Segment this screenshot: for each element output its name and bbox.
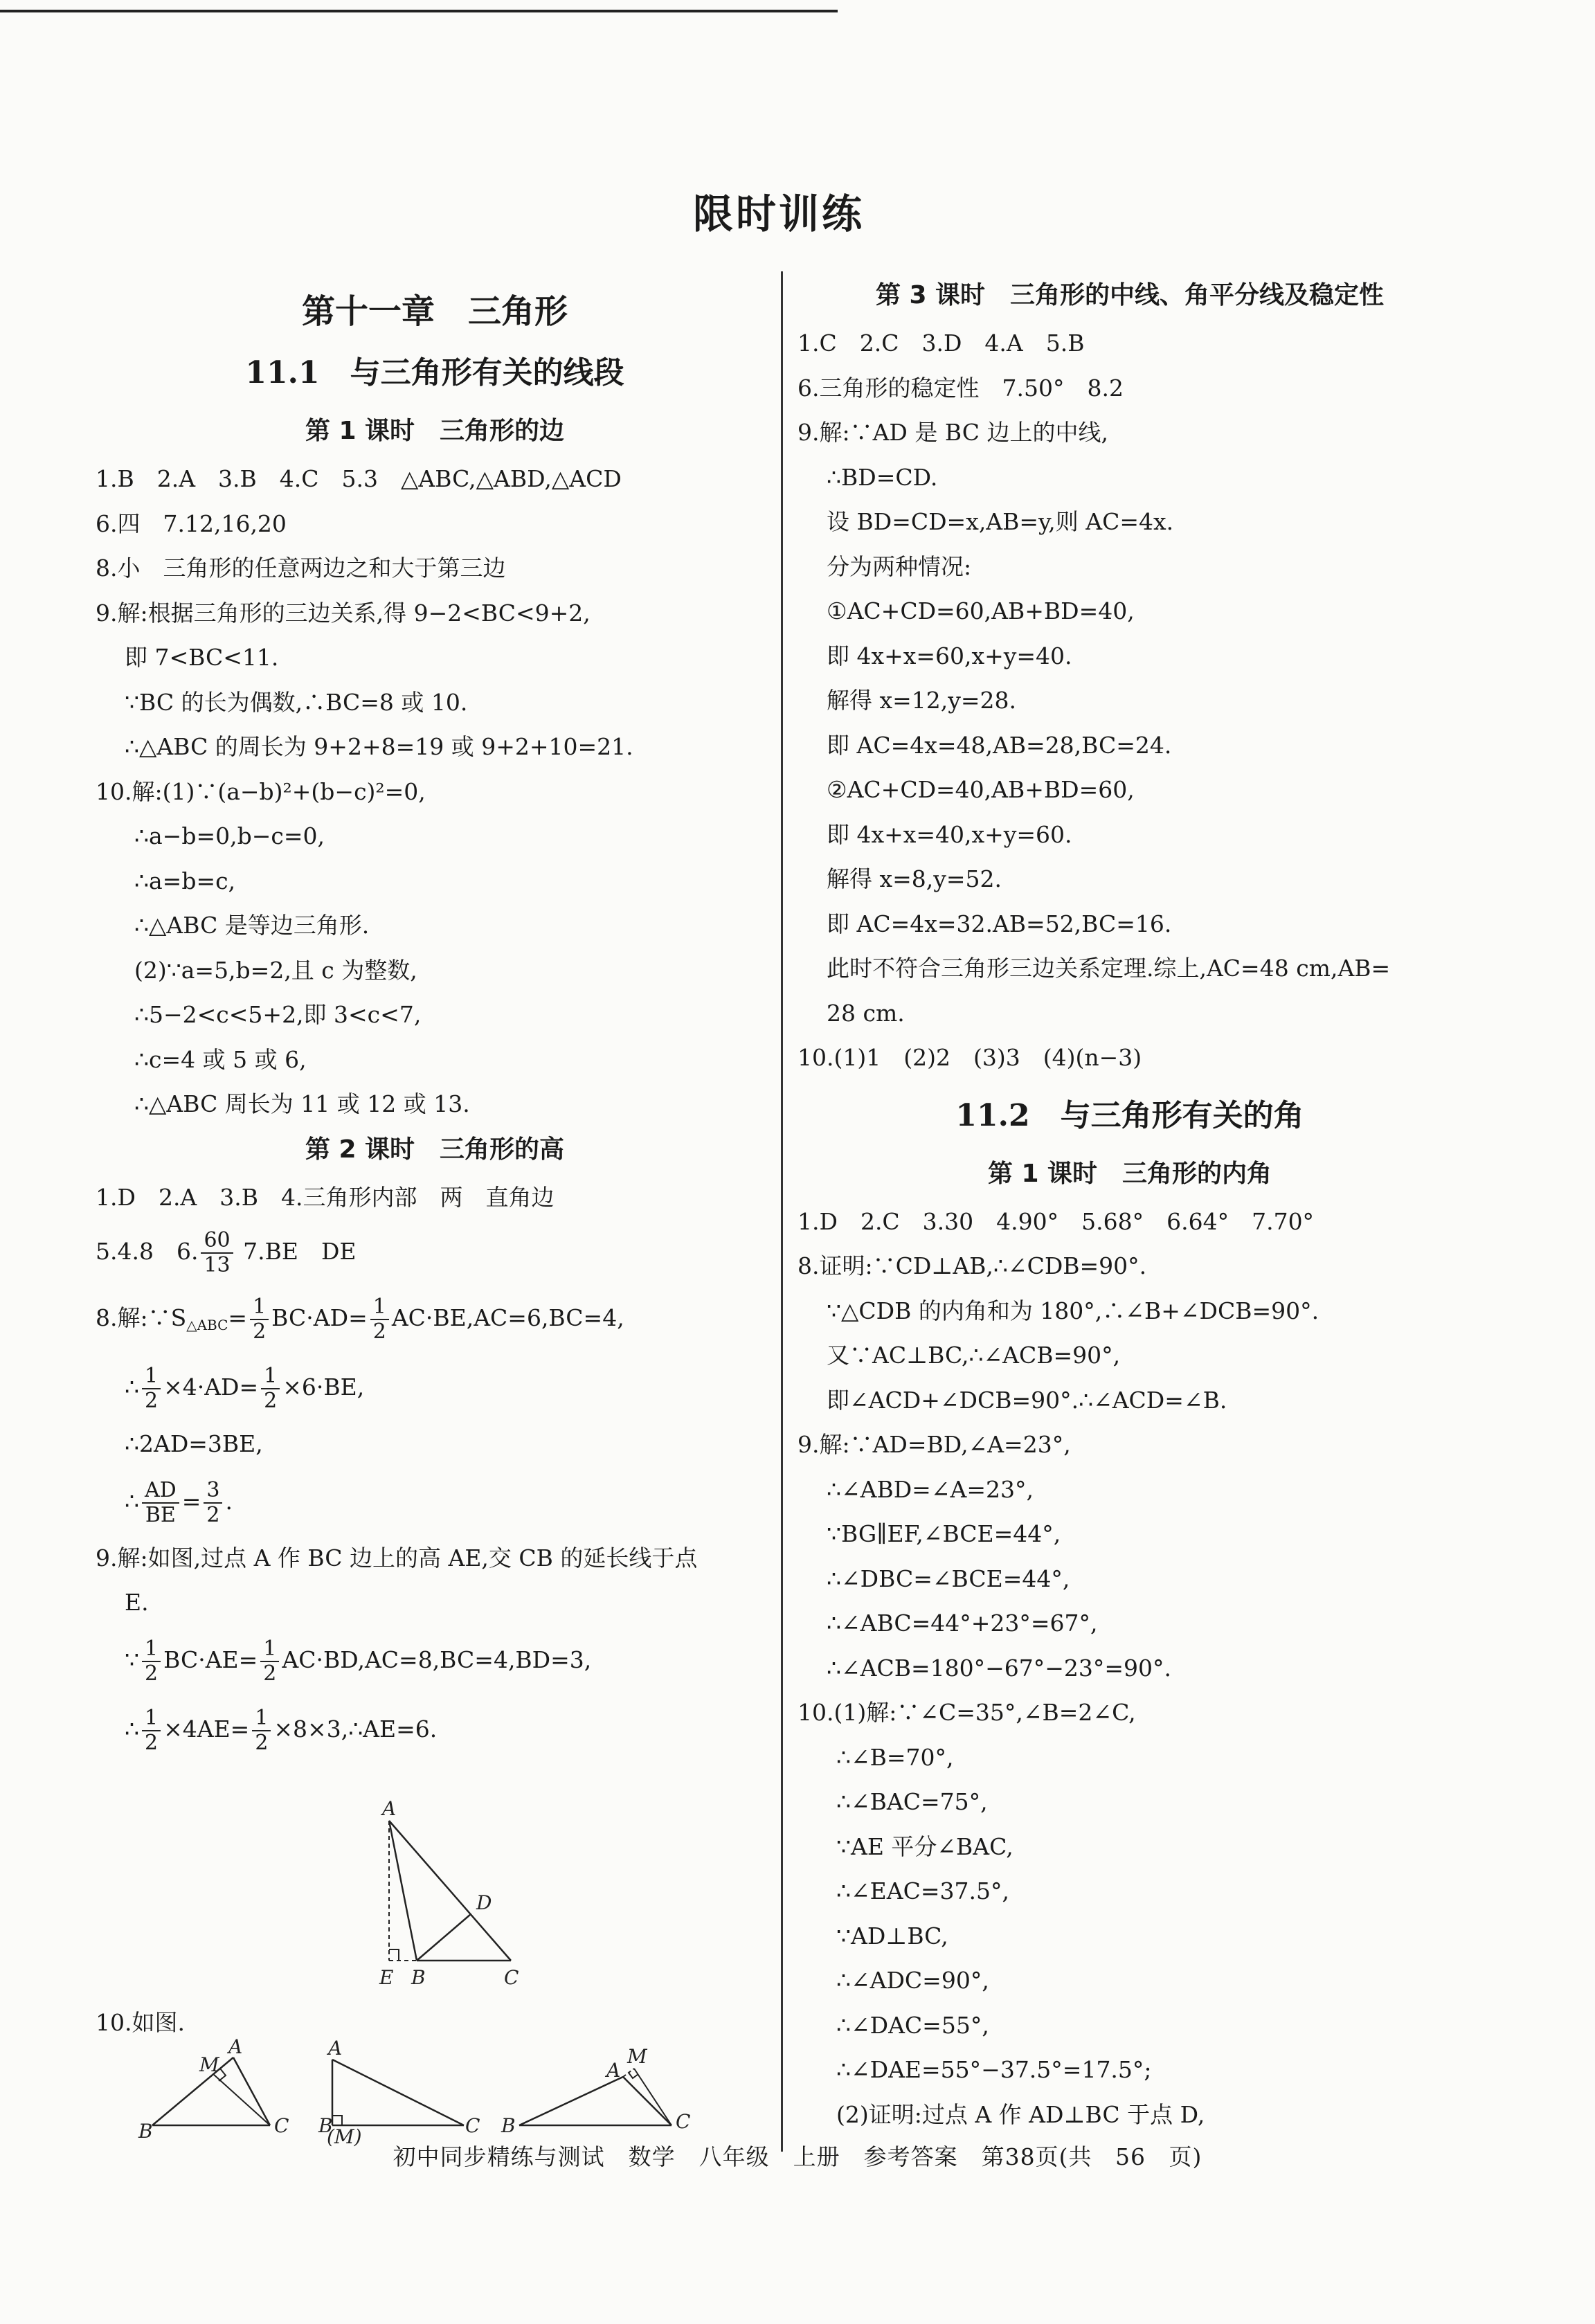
fraction-denominator: 2 — [145, 1730, 159, 1755]
answer-line: 分为两种情况: — [827, 552, 972, 580]
answer-line: ∴BD=CD. — [827, 463, 938, 491]
answer-line: 即∠ACD+∠DCB=90°.∴∠ACD=∠B. — [827, 1386, 1227, 1414]
answer-text: AC·BD,AC=8,BC=4,BD=3, — [282, 1646, 592, 1673]
answer-line: ∴∠EAC=37.5°, — [836, 1877, 1009, 1904]
answer-line: 即 7<BC<11. — [125, 644, 279, 671]
answer-line: 9.解:∵AD=BD,∠A=23°, — [798, 1431, 1071, 1458]
fraction-numerator: 60 — [201, 1229, 233, 1254]
answer-line — [96, 1220, 774, 1283]
point-label: M — [627, 2045, 647, 2068]
answer-line: ∴∠ADC=90°, — [836, 1967, 989, 1994]
answer-text: ∴ — [125, 1487, 139, 1515]
fraction-denominator: BE — [145, 1502, 176, 1527]
answer-line — [96, 1283, 774, 1353]
answer-line: (2)证明:过点 A 作 AD⊥BC 于点 D, — [836, 2100, 1205, 2128]
lesson-heading-3: 第 3 课时 三角形的中线、角平分线及稳定性 — [875, 281, 1385, 309]
answer-line: 1.D 2.C 3.30 4.90° 5.68° 6.64° 7.70° — [798, 1207, 1315, 1235]
fraction-denominator: 2 — [255, 1730, 269, 1755]
answer-line: 10.(1)1 (2)2 (3)3 (4)(n−3) — [798, 1044, 1142, 1071]
answer-line: ∴∠ABD=∠A=23°, — [827, 1475, 1034, 1503]
answer-line — [96, 1625, 774, 1695]
answer-line: 10.如图. — [96, 2009, 185, 2036]
answer-line: ∴2AD=3BE, — [125, 1430, 263, 1457]
subscript: △ABC — [186, 1317, 228, 1333]
answer-text: AC·BE,AC=6,BC=4, — [391, 1304, 624, 1331]
answer-text: ∵ — [125, 1646, 139, 1673]
answer-line: 9.解:∵AD 是 BC 边上的中线, — [798, 419, 1108, 446]
answer-line: ∵BC 的长为偶数,∴BC=8 或 10. — [125, 688, 468, 716]
triangle-figure-q10-b — [318, 2037, 485, 2149]
answer-line: 28 cm. — [827, 999, 905, 1027]
triangle-diagram — [498, 2042, 706, 2146]
answer-text: BC·AD= — [271, 1304, 368, 1331]
answer-line: 解得 x=12,y=28. — [827, 687, 1017, 714]
fraction — [252, 1706, 271, 1755]
answer-text: 8.解:∵S — [96, 1304, 187, 1331]
fraction-denominator: 13 — [204, 1253, 231, 1277]
point-label: C — [274, 2114, 289, 2137]
answer-line: 解得 x=8,y=52. — [827, 865, 1002, 892]
point-label: A — [328, 2037, 343, 2060]
point-label: C — [465, 2114, 480, 2137]
fraction — [142, 1637, 161, 1686]
point-label: A — [228, 2035, 243, 2058]
answer-line: ∴∠BAC=75°, — [836, 1788, 988, 1815]
answer-line: ①AC+CD=60,AB+BD=40, — [827, 597, 1135, 624]
point-label: D — [476, 1891, 492, 1914]
answer-line: ∴∠DAC=55°, — [836, 2011, 989, 2039]
answer-line: 10.(1)解:∵∠C=35°,∠B=2∠C, — [798, 1699, 1136, 1726]
fraction-denominator: 2 — [206, 1502, 220, 1527]
answer-text: ×6·BE, — [282, 1373, 365, 1400]
point-label: C — [504, 1966, 519, 1989]
answer-line: 即 4x+x=40,x+y=60. — [827, 820, 1072, 848]
fraction — [201, 1229, 233, 1277]
fraction-denominator: 2 — [253, 1319, 267, 1344]
answer-line: 8.小 三角形的任意两边之和大于第三边 — [96, 555, 506, 582]
point-label: B — [411, 1966, 426, 1989]
triangle-diagram — [318, 2037, 485, 2148]
answer-line: ∴c=4 或 5 或 6, — [134, 1045, 307, 1073]
answer-line: ∴△ABC 周长为 11 或 12 或 13. — [134, 1090, 470, 1117]
column-divider — [781, 271, 783, 2152]
left-column — [96, 263, 774, 1764]
fraction-denominator: 2 — [145, 1389, 159, 1413]
answer-text: = — [228, 1304, 248, 1331]
fraction-numerator: AD — [142, 1479, 179, 1504]
lesson-heading-2: 第 2 课时 三角形的高 — [305, 1135, 565, 1164]
answer-line: ∴∠ACB=180°−67°−23°=90°. — [827, 1654, 1172, 1682]
triangle-diagram — [138, 2035, 305, 2143]
fraction-numerator: 1 — [142, 1637, 161, 1662]
answer-text: BC·AE= — [163, 1646, 258, 1673]
fraction-denominator: 2 — [263, 1661, 277, 1686]
fraction-numerator: 1 — [260, 1637, 279, 1662]
answer-line: ∴∠ABC=44°+23°=67°, — [827, 1610, 1098, 1637]
point-label: (M) — [327, 2125, 362, 2148]
answer-line: 此时不符合三角形三边关系定理.综上,AC=48 cm,AB= — [827, 955, 1391, 982]
fraction — [142, 1364, 161, 1413]
fraction-numerator: 3 — [204, 1479, 222, 1504]
fraction-denominator: 2 — [372, 1319, 386, 1344]
answer-text: . — [225, 1487, 233, 1515]
fraction-numerator: 1 — [370, 1295, 389, 1320]
fraction — [370, 1295, 389, 1344]
fraction-numerator: 1 — [142, 1364, 161, 1389]
answer-text: = — [181, 1487, 201, 1515]
point-label: C — [676, 2110, 691, 2133]
page-title: 限时训练 — [692, 190, 865, 237]
right-column — [798, 273, 1462, 2137]
fraction — [204, 1479, 222, 1527]
answer-text: ×8×3,∴AE=6. — [273, 1715, 438, 1742]
answer-line: ∵AE 平分∠BAC, — [836, 1832, 1013, 1860]
answer-line: ∵BG∥EF,∠BCE=44°, — [827, 1520, 1061, 1547]
section-heading-11-1: 11.1 与三角形有关的线段 — [245, 355, 624, 390]
lesson-heading-4: 第 1 课时 三角形的内角 — [987, 1159, 1272, 1188]
answer-line: 6.四 7.12,16,20 — [96, 510, 287, 537]
answer-line: 1.C 2.C 3.D 4.A 5.B — [798, 330, 1085, 357]
answer-line: 9.解:如图,过点 A 作 BC 边上的高 AE,交 CB 的延长线于点 — [96, 1544, 698, 1571]
point-label: A — [382, 1797, 397, 1820]
answer-text: 5.4.8 6. — [96, 1238, 199, 1265]
answer-line: 8.证明:∵CD⊥AB,∴∠CDB=90°. — [798, 1252, 1147, 1279]
point-label: E — [379, 1966, 394, 1989]
fraction — [260, 1637, 279, 1686]
triangle-figure-q10-c — [498, 2042, 706, 2149]
chapter-heading: 第十一章 三角形 — [301, 292, 568, 331]
answer-line: 1.D 2.A 3.B 4.三角形内部 两 直角边 — [96, 1183, 555, 1211]
answer-text: 7.BE DE — [243, 1238, 357, 1265]
fraction — [142, 1706, 161, 1755]
answer-line: ∴∠B=70°, — [836, 1743, 954, 1771]
page-footer: 初中同步精练与测试 数学 八年级 上册 参考答案 第38页(共 56 页) — [393, 2143, 1202, 2170]
answer-line: 设 BD=CD=x,AB=y,则 AC=4x. — [827, 508, 1174, 535]
answer-line: 6.三角形的稳定性 7.50° 8.2 — [798, 374, 1124, 402]
answer-text: ×4·AD= — [163, 1373, 259, 1400]
fraction-numerator: 1 — [142, 1706, 161, 1731]
answer-line: (2)∵a=5,b=2,且 c 为整数, — [134, 956, 417, 984]
point-label: B — [138, 2120, 153, 2143]
answer-line — [96, 1353, 774, 1422]
answer-line: ②AC+CD=40,AB+BD=60, — [827, 776, 1135, 803]
section-heading-11-2: 11.2 与三角形有关的角 — [955, 1097, 1304, 1133]
answer-line: 又∵AC⊥BC,∴∠ACB=90°, — [827, 1342, 1121, 1369]
answer-text: ∴ — [125, 1715, 139, 1742]
answer-line: 即 AC=4x=32.AB=52,BC=16. — [827, 910, 1172, 937]
fraction-numerator: 1 — [252, 1706, 271, 1731]
answer-line: 即 4x+x=60,x+y=40. — [827, 642, 1072, 669]
fraction — [142, 1479, 179, 1527]
point-label: A — [606, 2059, 621, 2082]
lesson-heading-1: 第 1 课时 三角形的边 — [305, 417, 565, 445]
point-label: B — [318, 2114, 333, 2137]
answer-line: ∵△CDB 的内角和为 180°,∴∠B+∠DCB=90°. — [827, 1297, 1319, 1324]
answer-line — [96, 1695, 774, 1764]
answer-line: 10.解:(1)∵(a−b)²+(b−c)²=0, — [96, 777, 426, 805]
top-rule — [0, 10, 838, 12]
fraction-denominator: 2 — [264, 1389, 278, 1413]
fraction-denominator: 2 — [145, 1661, 159, 1686]
answer-line: ∴∠DAE=55°−37.5°=17.5°; — [836, 2056, 1152, 2083]
answer-text: ×4AE= — [163, 1715, 250, 1742]
triangle-figure-q10-a — [138, 2035, 305, 2143]
triangle-figure-q9 — [360, 1786, 540, 1997]
fraction — [261, 1364, 280, 1413]
answer-line: 即 AC=4x=48,AB=28,BC=24. — [827, 731, 1172, 759]
answer-line: 9.解:根据三角形的三边关系,得 9−2<BC<9+2, — [96, 599, 591, 627]
answer-line: ∴5−2<c<5+2,即 3<c<7, — [134, 1001, 422, 1028]
answer-line: ∴∠DBC=∠BCE=44°, — [827, 1565, 1070, 1592]
fraction — [250, 1295, 269, 1344]
answer-line: ∵AD⊥BC, — [836, 1922, 948, 1949]
fraction-numerator: 1 — [250, 1295, 269, 1320]
point-label: B — [501, 2114, 516, 2137]
fraction-numerator: 1 — [261, 1364, 280, 1389]
answer-text: ∴ — [125, 1373, 139, 1400]
answer-line: ∴△ABC 是等边三角形. — [134, 912, 370, 939]
answer-line — [96, 1467, 774, 1536]
answer-line: E. — [125, 1589, 149, 1616]
triangle-diagram — [360, 1786, 540, 1994]
answer-line: 1.B 2.A 3.B 4.C 5.3 △ABC,△ABD,△ACD — [96, 465, 622, 492]
point-label: M — [199, 2053, 219, 2076]
answer-line: ∴△ABC 的周长为 9+2+8=19 或 9+2+10=21. — [125, 733, 633, 760]
answer-line: ∴a−b=0,b−c=0, — [134, 822, 325, 849]
answer-line: ∴a=b=c, — [134, 867, 236, 894]
